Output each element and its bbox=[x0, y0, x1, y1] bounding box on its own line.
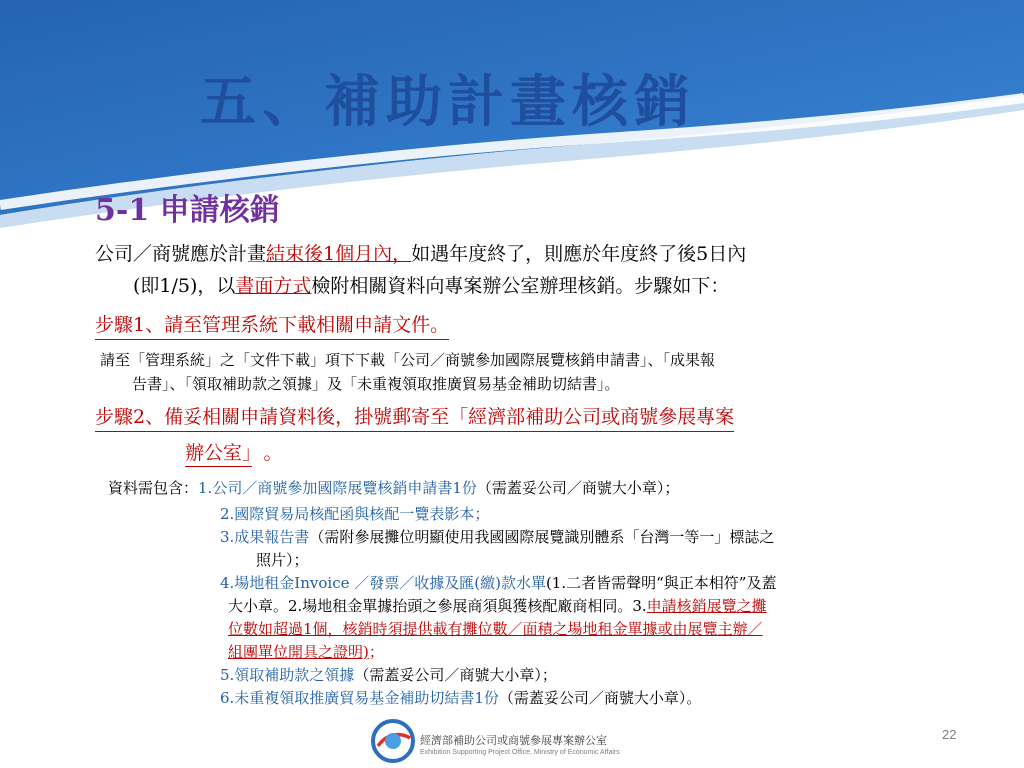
step-2-office: 辦公室」 bbox=[185, 442, 252, 467]
intro-line-1 bbox=[95, 238, 746, 270]
intro-deadline: 結束後1個月內， bbox=[266, 243, 412, 265]
includes-label: 資料需包含： bbox=[108, 479, 199, 497]
intro-text: (即1/5)，以 bbox=[133, 275, 236, 297]
footer-org-cn: 經濟部補助公司或商號參展專案辦公室 bbox=[420, 735, 607, 747]
office-logo-icon bbox=[370, 718, 416, 764]
intro-method: 書面方式 bbox=[235, 275, 312, 297]
intro-text: 檢附相關資料向專案辦公室辦理核銷。步驟如下： bbox=[311, 275, 730, 297]
intro-text: 公司／商號應於計畫 bbox=[95, 243, 267, 265]
intro-line-2 bbox=[95, 270, 746, 302]
step-1: 步驟1、請至管理系統下載相關申請文件。 bbox=[95, 310, 449, 340]
step-1-desc-line: 請至「管理系統」之「文件下載」項下下載「公司／商號參加國際展覽核銷申請書」、「成果報 bbox=[100, 351, 716, 369]
footer-org-en: Exhibition Supporting Project Office, Ministry of Economic Affairs bbox=[420, 749, 620, 756]
step-1-description bbox=[100, 348, 715, 396]
list-item: 資料需包含：1.公司／商號參加國際展覽核銷申請書1份（需蓋妥公司／商號大小章）； bbox=[108, 479, 680, 497]
intro-paragraph bbox=[95, 238, 746, 302]
list-item: 2.國際貿易局核配函與核配一覽表影本； 3.成果報告書（需附參展攤位明顯使用我國國際展覽識別體系「台灣一等一」標誌之 照片）； 4.場地租金Invoice ／發票／收據及匯(繳)款水單(1.二者皆需聲明“與正本相符”及蓋 大小章。2.場地租金單據抬頭之參展商須與獲核配廠商相同。3.申請核銷展覽之攤 位數如超過1個，核銷時須提供載有攤位數／面積之場地租金單據或由展覽主辦／ 組團單位開具之證明)； 5.領取補助款之領據（需蓋妥公司／商號大小章）； 6.未重複領取推廣貿易基金補助切結書1份（需蓋妥公司／商號大小章）。 bbox=[220, 505, 777, 707]
page-number: 22 bbox=[942, 727, 957, 742]
section-subtitle: 5-1 申請核銷 bbox=[95, 193, 280, 228]
step-2: 步驟2、備妥相關申請資料後，掛號郵寄至「經濟部補助公司或商號參展專案 bbox=[95, 402, 734, 432]
step-2-end: 。 bbox=[263, 442, 283, 464]
intro-text: 如遇年度終了，則應於年度終了後5日內 bbox=[411, 243, 747, 265]
footer-org bbox=[420, 732, 620, 756]
step-1-desc-line: 告書」、「領取補助款之領據」及「未重複領取推廣貿易基金補助切結書」。 bbox=[132, 375, 620, 393]
includes-list bbox=[108, 477, 679, 500]
step-2-line-2 bbox=[185, 438, 283, 465]
slide-title: 五、補助計畫核銷 bbox=[200, 69, 696, 135]
